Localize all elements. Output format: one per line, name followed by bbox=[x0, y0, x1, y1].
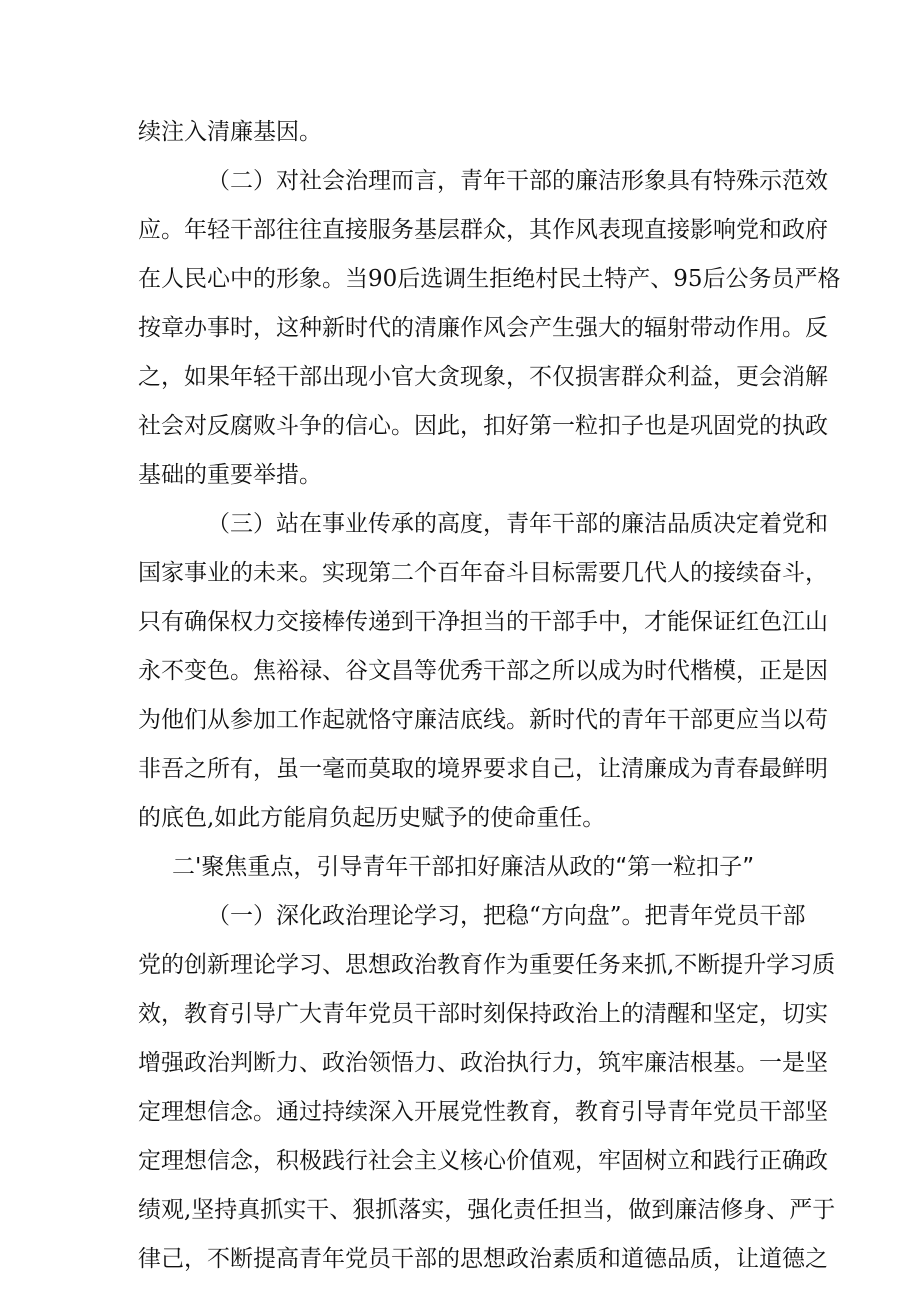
paragraph-line: 党的创新理论学习、思想政治教育作为重要任务来抓,不断提升学习质 bbox=[138, 952, 836, 978]
paragraph-line: 定理想信念，积极践行社会主义核心价值观，牢固树立和践行正确政 bbox=[138, 1148, 828, 1174]
paragraph-line: 社会对反腐败斗争的信心。因此，扣好第一粒扣子也是巩固党的执政 bbox=[138, 413, 828, 439]
paragraph-line: 永不变色。焦裕禄、谷文昌等优秀干部之所以成为时代楷模，正是因 bbox=[138, 658, 828, 684]
paragraph-line: 为他们从参加工作起就恪守廉洁底线。新时代的青年干部更应当以苟 bbox=[138, 707, 828, 733]
paragraph-line: （一）深化政治理论学习，把稳“方向盘”。把青年党员干部 bbox=[207, 903, 806, 929]
paragraph-line: 绩观,坚持真抓实干、狠抓落实，强化责任担当，做到廉洁修身、严于 bbox=[138, 1197, 836, 1223]
paragraph-line: 基础的重要举措。 bbox=[138, 462, 322, 488]
paragraph-line: 增强政治判断力、政治领悟力、政治执行力，筑牢廉洁根基。一是坚 bbox=[138, 1050, 828, 1076]
paragraph-line: 国家事业的未来。实现第二个百年奋斗目标需要几代人的接续奋斗， bbox=[138, 560, 828, 586]
paragraph-line: 按章办事时，这种新时代的清廉作风会产生强大的辐射带动作用。反 bbox=[138, 315, 828, 341]
paragraph-line: （二）对社会治理而言，青年干部的廉洁形象具有特殊示范效 bbox=[207, 168, 828, 194]
section-heading: 二'聚焦重点，引导青年干部扣好廉洁从政的“第一粒扣子” bbox=[172, 854, 755, 880]
paragraph-line: 的底色,如此方能肩负起历史赋予的使命重任。 bbox=[138, 805, 606, 831]
paragraph-line: 效，教育引导广大青年党员干部时刻保持政治上的清醒和坚定，切实 bbox=[138, 1001, 828, 1027]
paragraph-line: （三）站在事业传承的高度，青年干部的廉洁品质决定着党和 bbox=[207, 511, 828, 537]
paragraph-line: 之，如果年轻干部出现小官大贪现象，不仅损害群众利益，更会消解 bbox=[138, 364, 828, 390]
paragraph-line: 非吾之所有，虽一毫而莫取的境界要求自己，让清廉成为青春最鲜明 bbox=[138, 756, 828, 782]
paragraph-line: 律己，不断提高青年党员干部的思想政治素质和道德品质，让道德之 bbox=[138, 1246, 828, 1272]
paragraph-line: 定理想信念。通过持续深入开展党性教育，教育引导青年党员干部坚 bbox=[138, 1099, 828, 1125]
paragraph-line: 只有确保权力交接棒传递到干净担当的干部手中，才能保证红色江山 bbox=[138, 609, 828, 635]
paragraph-line: 应。年轻干部往往直接服务基层群众，其作风表现直接影响党和政府 bbox=[138, 217, 828, 243]
paragraph-line: 续注入清廉基因。 bbox=[138, 119, 322, 145]
paragraph-line: 在人民心中的形象。当90后选调生拒绝村民土特产、95后公务员严格 bbox=[138, 266, 841, 292]
